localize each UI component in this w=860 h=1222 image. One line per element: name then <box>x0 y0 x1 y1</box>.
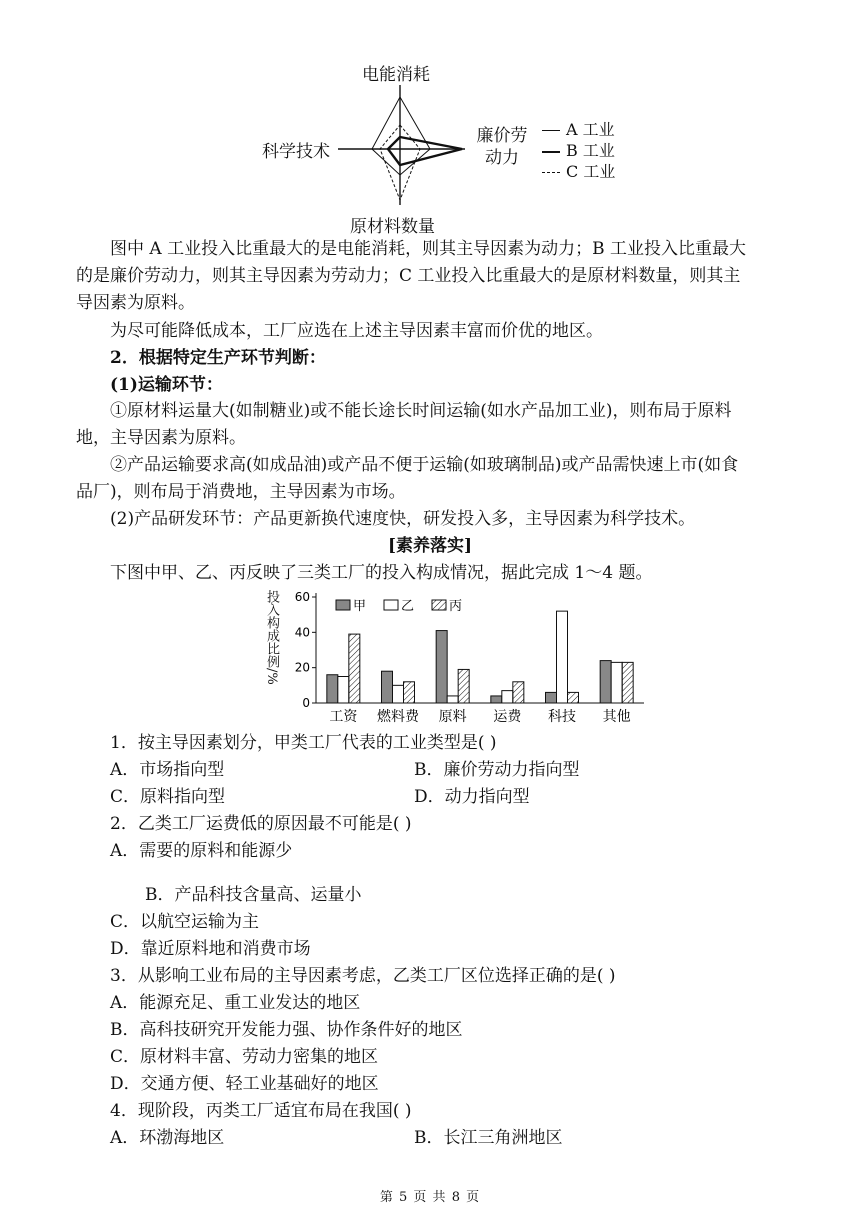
page-footer: 第 5 页 共 8 页 <box>379 1190 481 1205</box>
para7: (2)产品研发环节：产品更新换代速度快，研发投入多，主导因素为科学技术。 <box>110 509 696 529</box>
bar-甲-工资 <box>327 675 338 703</box>
radar-legend-a <box>542 117 615 140</box>
legend-swatch-甲 <box>336 600 350 610</box>
para3: 2．根据特定生产环节判断： <box>110 348 326 368</box>
q2-option-d: D．靠近原料地和消费市场 <box>110 939 311 959</box>
para1-line1: 图中 A 工业投入比重最大的是电能消耗，则其主导因素为动力；B 工业投入比重最大 <box>110 239 746 259</box>
q3-option-a: A．能源充足、重工业发达的地区 <box>110 993 361 1013</box>
radar-label-labor <box>472 125 532 169</box>
radar-label-science: 科学技术 <box>262 142 330 162</box>
q2-option-a: A．需要的原料和能源少 <box>110 841 293 861</box>
para1-line3: 导因素为原料。 <box>76 293 195 313</box>
legend-label-丙: 丙 <box>449 599 463 614</box>
q4-stem: 4．现阶段，丙类工厂适宜布局在我国( ) <box>110 1101 412 1121</box>
q1-stem: 1．按主导因素划分，甲类工厂代表的工业类型是( ) <box>110 733 497 753</box>
bar-chart-svg <box>250 588 650 728</box>
q1-option-b: B．廉价劳动力指向型 <box>414 760 580 780</box>
radar-series-b <box>388 137 462 165</box>
chart-xtick-label: 科技 <box>548 709 576 725</box>
bar-乙-燃料费 <box>393 685 404 703</box>
chart-xtick-label: 运费 <box>493 709 522 725</box>
bar-chart <box>250 588 650 728</box>
q4-option-a: A．环渤海地区 <box>110 1128 225 1148</box>
q3-option-b: B．高科技研究开发能力强、协作条件好的地区 <box>110 1020 463 1040</box>
bar-乙-运费 <box>502 691 513 703</box>
chart-intro: 下图中甲、乙、丙反映了三类工厂的投入构成情况，据此完成 1～4 题。 <box>110 563 653 583</box>
q3-stem: 3．从影响工业布局的主导因素考虑，乙类工厂区位选择正确的是( ) <box>110 966 616 986</box>
radar-figure <box>250 55 650 235</box>
chart-ytick-label: 60 <box>294 590 310 604</box>
bar-丙-工资 <box>349 634 360 703</box>
legend-label-乙: 乙 <box>401 599 415 614</box>
bar-甲-燃料费 <box>382 671 393 703</box>
q2-option-c: C．以航空运输为主 <box>110 912 260 932</box>
legend-swatch-乙 <box>384 600 398 610</box>
bar-乙-原料 <box>447 696 458 703</box>
q1-option-c: C．原料指向型 <box>110 787 226 807</box>
legend-swatch-丙 <box>432 600 446 610</box>
section-title: [素养落实] <box>387 536 473 556</box>
q2-stem: 2．乙类工厂运费低的原因最不可能是( ) <box>110 814 412 834</box>
radar-label-material: 原材料数量 <box>350 217 435 237</box>
para5-line2: 地，主导因素为原料。 <box>76 428 246 448</box>
chart-xtick-label: 原料 <box>438 709 467 725</box>
legend-label-甲: 甲 <box>353 599 367 614</box>
radar-legend-c <box>542 159 615 182</box>
chart-xtick-label: 燃料费 <box>377 709 419 725</box>
radar-legend-b <box>542 138 615 161</box>
bar-丙-燃料费 <box>404 682 415 703</box>
para6-line2: 品厂)，则布局于消费地，主导因素为市场。 <box>76 482 406 502</box>
q4-option-b: B．长江三角洲地区 <box>414 1128 563 1148</box>
bar-甲-运费 <box>491 696 502 703</box>
para5-line1: ①原材料运量大(如制糖业)或不能长途长时间运输(如水产品加工业)，则布局于原料 <box>110 401 732 421</box>
radar-label-labor-text: 廉价劳动力 <box>476 126 528 168</box>
q3-option-d: D．交通方便、轻工业基础好的地区 <box>110 1074 379 1094</box>
q3-option-c: C．原材料丰富、劳动力密集的地区 <box>110 1047 379 1067</box>
chart-xtick-label: 工资 <box>329 709 358 725</box>
bar-丙-运费 <box>513 682 524 703</box>
bar-丙-其他 <box>622 662 633 703</box>
radar-label-power: 电能消耗 <box>362 65 430 85</box>
para6-line1: ②产品运输要求高(如成品油)或产品不便于运输(如玻璃制品)或产品需快速上市(如食 <box>110 455 739 475</box>
bar-丙-原料 <box>458 669 469 703</box>
para2: 为尽可能降低成本，工厂应选在上述主导因素丰富而价优的地区。 <box>110 321 603 341</box>
chart-xtick-label: 其他 <box>602 709 631 725</box>
chart-ytick-label: 40 <box>294 625 310 640</box>
chart-ylabel: 投入构成比例/% <box>264 590 279 685</box>
bar-乙-工资 <box>338 677 349 704</box>
bar-甲-原料 <box>436 631 447 703</box>
radar-legend-a-label: A 工业 <box>566 120 615 139</box>
q2-option-b: B．产品科技含量高、运量小 <box>145 885 362 905</box>
bar-丙-科技 <box>568 692 579 703</box>
radar-legend-b-label: B 工业 <box>566 141 615 160</box>
q1-option-a: A．市场指向型 <box>110 760 225 780</box>
bar-乙-其他 <box>611 662 622 703</box>
chart-ytick-label: 0 <box>302 696 310 710</box>
bar-乙-科技 <box>557 611 568 703</box>
q1-option-d: D．动力指向型 <box>414 787 530 807</box>
para1-line2: 的是廉价劳动力，则其主导因素为劳动力；C 工业投入比重最大的是原材料数量，则其主 <box>76 266 741 286</box>
chart-ytick-label: 20 <box>294 660 310 675</box>
bar-甲-科技 <box>546 692 557 703</box>
radar-legend-c-label: C 工业 <box>566 162 616 181</box>
para4: (1)运输环节： <box>110 375 223 395</box>
bar-甲-其他 <box>600 661 611 703</box>
